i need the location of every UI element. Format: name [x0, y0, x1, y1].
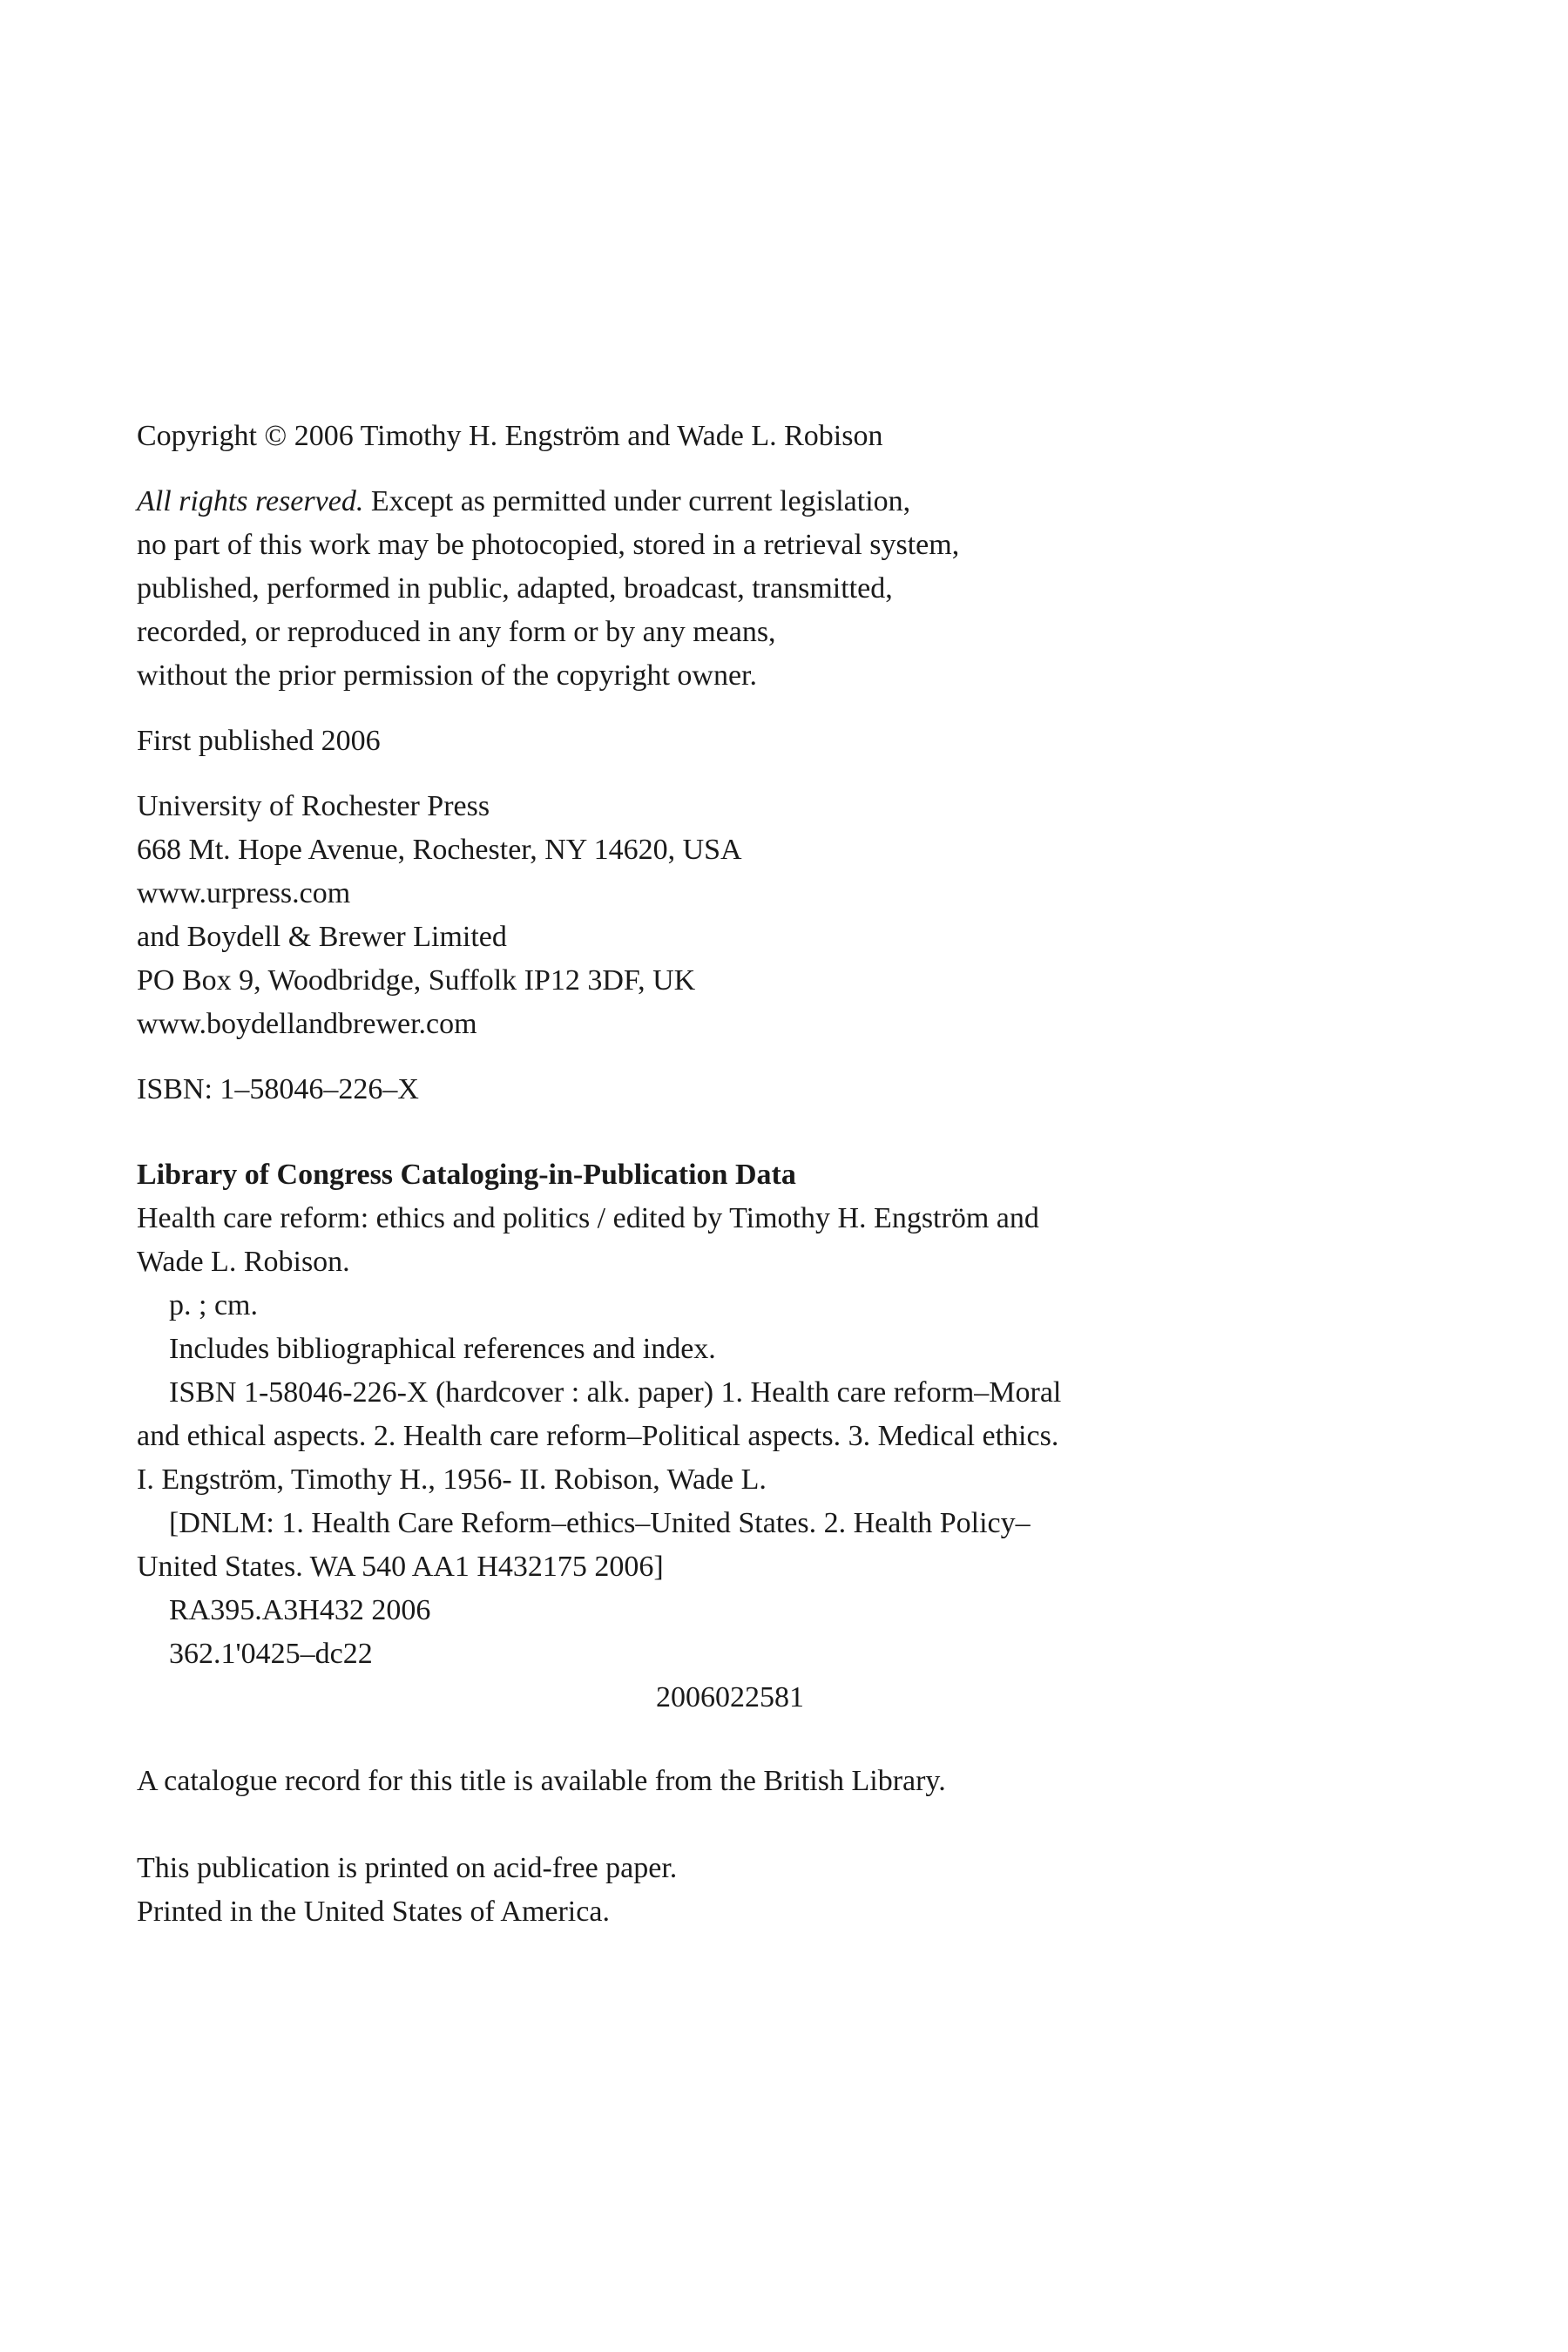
isbn-block	[137, 1068, 1356, 1112]
cip-isbn-line: ISBN 1-58046-226-X (hardcover : alk. paper) 1. Health care reform–Moral	[169, 1376, 1062, 1409]
cip-physical: p. ; cm.	[169, 1289, 258, 1321]
publisher-block	[137, 785, 1356, 1046]
first-published-block	[137, 720, 1356, 763]
copyright-page	[137, 0, 1356, 2352]
cip-heading: Library of Congress Cataloging-in-Publication Data	[137, 1159, 796, 1191]
cip-dnlm-line: United States. WA 540 AA1 H432175 2006]	[137, 1551, 664, 1583]
cip-subjects-line: and ethical aspects. 2. Health care reform–Political aspects. 3. Medical ethics.	[137, 1420, 1059, 1452]
copyright-line: Copyright © 2006 Timothy H. Engström and Wade L. Robison	[137, 420, 883, 452]
first-published: First published 2006	[137, 725, 381, 757]
publisher-line: www.boydellandbrewer.com	[137, 1008, 477, 1040]
rights-line-1	[137, 480, 1356, 524]
cip-lccn: 2006022581	[656, 1681, 804, 1713]
cip-lc-class: RA395.A3H432 2006	[169, 1594, 431, 1626]
rights-line: without the prior permission of the copyright owner.	[137, 659, 757, 692]
publisher-line: 668 Mt. Hope Avenue, Rochester, NY 14620, USA	[137, 834, 742, 866]
publisher-line: University of Rochester Press	[137, 790, 490, 822]
rights-line: no part of this work may be photocopied, stored in a retrieval system,	[137, 529, 960, 561]
isbn-line: ISBN: 1–58046–226–X	[137, 1073, 419, 1105]
cip-title-line: Health care reform: ethics and politics / edited by Timothy H. Engström and	[137, 1202, 1039, 1234]
cip-dnlm-line: [DNLM: 1. Health Care Reform–ethics–United States. 2. Health Policy–	[169, 1507, 1031, 1539]
british-library-block	[137, 1760, 1356, 1803]
cip-block	[137, 1153, 1356, 1720]
cip-dewey: 362.1'0425–dc22	[169, 1638, 373, 1670]
cip-notes: Includes bibliographical references and index.	[169, 1333, 716, 1365]
printing-line: Printed in the United States of America.	[137, 1896, 610, 1928]
cip-subjects-line: I. Engström, Timothy H., 1956- II. Robison, Wade L.	[137, 1463, 767, 1496]
printing-line: This publication is printed on acid-free paper.	[137, 1852, 678, 1884]
rights-line-1-rest: Except as permitted under current legislation,	[363, 485, 911, 517]
publisher-line: www.urpress.com	[137, 877, 351, 909]
printing-block	[137, 1847, 1356, 1934]
rights-line: published, performed in public, adapted, broadcast, transmitted,	[137, 572, 893, 605]
rights-line: recorded, or reproduced in any form or by any means,	[137, 616, 776, 648]
british-library-line: A catalogue record for this title is available from the British Library.	[137, 1765, 946, 1797]
rights-block	[137, 480, 1356, 698]
publisher-line: and Boydell & Brewer Limited	[137, 921, 507, 953]
rights-lead: All rights reserved.	[137, 485, 364, 517]
copyright-block	[137, 415, 1356, 458]
publisher-line: PO Box 9, Woodbridge, Suffolk IP12 3DF, UK	[137, 964, 696, 997]
cip-title-line: Wade L. Robison.	[137, 1246, 350, 1278]
